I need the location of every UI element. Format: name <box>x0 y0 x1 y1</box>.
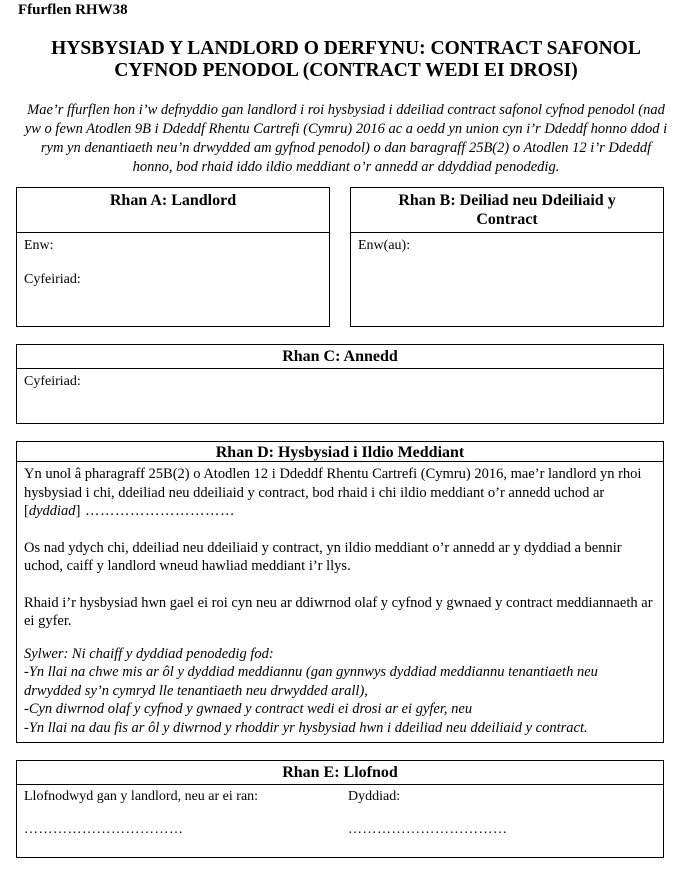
dwelling-address-label: Cyfeiriad: <box>24 374 81 389</box>
signature-line[interactable]: …………………………… <box>24 822 184 837</box>
title-line-1: HYSBYSIAD Y LANDLORD O DERFYNU: CONTRACT SAFONOL <box>51 38 641 59</box>
part-d-box <box>16 441 664 743</box>
part-e-heading: Rhan E: Llofnod <box>17 761 663 785</box>
notice-paragraph-2: Os nad ydych chi, ddeiliad neu ddeiliaid y contract, yn ildio meddiant o’r annedd ar y dyddiad a bennir uchod, caiff y landlord wneud hawliad meddiant i’r llys. <box>24 539 622 574</box>
part-c-heading: Rhan C: Annedd <box>17 345 663 369</box>
contract-holder-names-label: Enw(au): <box>358 238 411 253</box>
notice-paragraph-1: Yn unol â pharagraff 25B(2) o Atodlen 12 i Ddeddf Rhentu Cartrefi (Cymru) 2016, mae’r landlord yn rhoi hysbysiad i chi, ddeiliad neu ddeiliaid y contract, bod rhaid i chi ildio meddiant o’r annedd uchod ar [dyddiad] ………………………… <box>24 466 642 519</box>
part-a-box <box>16 187 330 327</box>
landlord-address-label: Cyfeiriad: <box>24 272 81 287</box>
note-heading: Sylwer: Ni chaiff y dyddiad penodedig fod: <box>24 645 274 662</box>
form-title <box>0 38 692 82</box>
intro-text: Mae’r ffurflen hon i’w defnyddio gan landlord i roi hysbysiad i ddeiliad contract safonol cyfnod penodol (nad yw o fewn Atodlen 9B i Ddeddf Rhentu Cartrefi (Cymru) 2016 ac a oedd yn union cyn i’r Ddeddf honno ddod i rym yn denantiaeth neu’n drwydded am gyfnod penodol) o dan baragraff 25B(2) o Atodlen 12 i’r Ddeddf honno, bod rhaid iddo ildio meddiant o’r annedd ar ddyddiad penodedig. <box>24 102 668 175</box>
note-item: -Cyn diwrnod olaf y cyfnod y gwnaed y contract wedi ei drosi ar ei gyfer, neu <box>24 701 473 717</box>
part-e-box <box>16 760 664 858</box>
date-placeholder: dyddiad <box>28 503 76 519</box>
form-id: Ffurflen RHW38 <box>18 2 128 18</box>
part-d-body <box>17 462 663 737</box>
part-b-heading: Rhan B: Deiliad neu Ddeiliaid y Contract <box>351 188 663 233</box>
landlord-name-label: Enw: <box>24 238 54 253</box>
title-line-2: CYFNOD PENODOL (CONTRACT WEDI EI DROSI) <box>114 60 578 81</box>
part-a-heading: Rhan A: Landlord <box>17 188 329 233</box>
part-c-box <box>16 344 664 424</box>
date-line[interactable]: …………………………… <box>348 822 508 837</box>
signed-by-label: Llofnodwyd gan y landlord, neu ar ei ran: <box>24 789 259 804</box>
note-item: -Yn llai na chwe mis ar ôl y dyddiad meddiannu (gan gynnwys dyddiad meddiannu tenantiaeth neu drwydded sy’n cymryd lle tenantiaeth neu drwydded arall), <box>24 664 598 699</box>
part-d-heading: Rhan D: Hysbysiad i Ildio Meddiant <box>17 442 663 462</box>
notice-paragraph-3: Rhaid i’r hysbysiad hwn gael ei roi cyn neu ar ddiwrnod olaf y cyfnod y gwnaed y contract meddiannaeth ar ei gyfer. <box>24 594 653 629</box>
part-b-box <box>350 187 664 327</box>
signature-date-label: Dyddiad: <box>348 789 401 804</box>
note-item: -Yn llai na dau fis ar ôl y diwrnod y rhoddir yr hysbysiad hwn i ddeiliad neu ddeiliaid y contract. <box>24 719 588 736</box>
